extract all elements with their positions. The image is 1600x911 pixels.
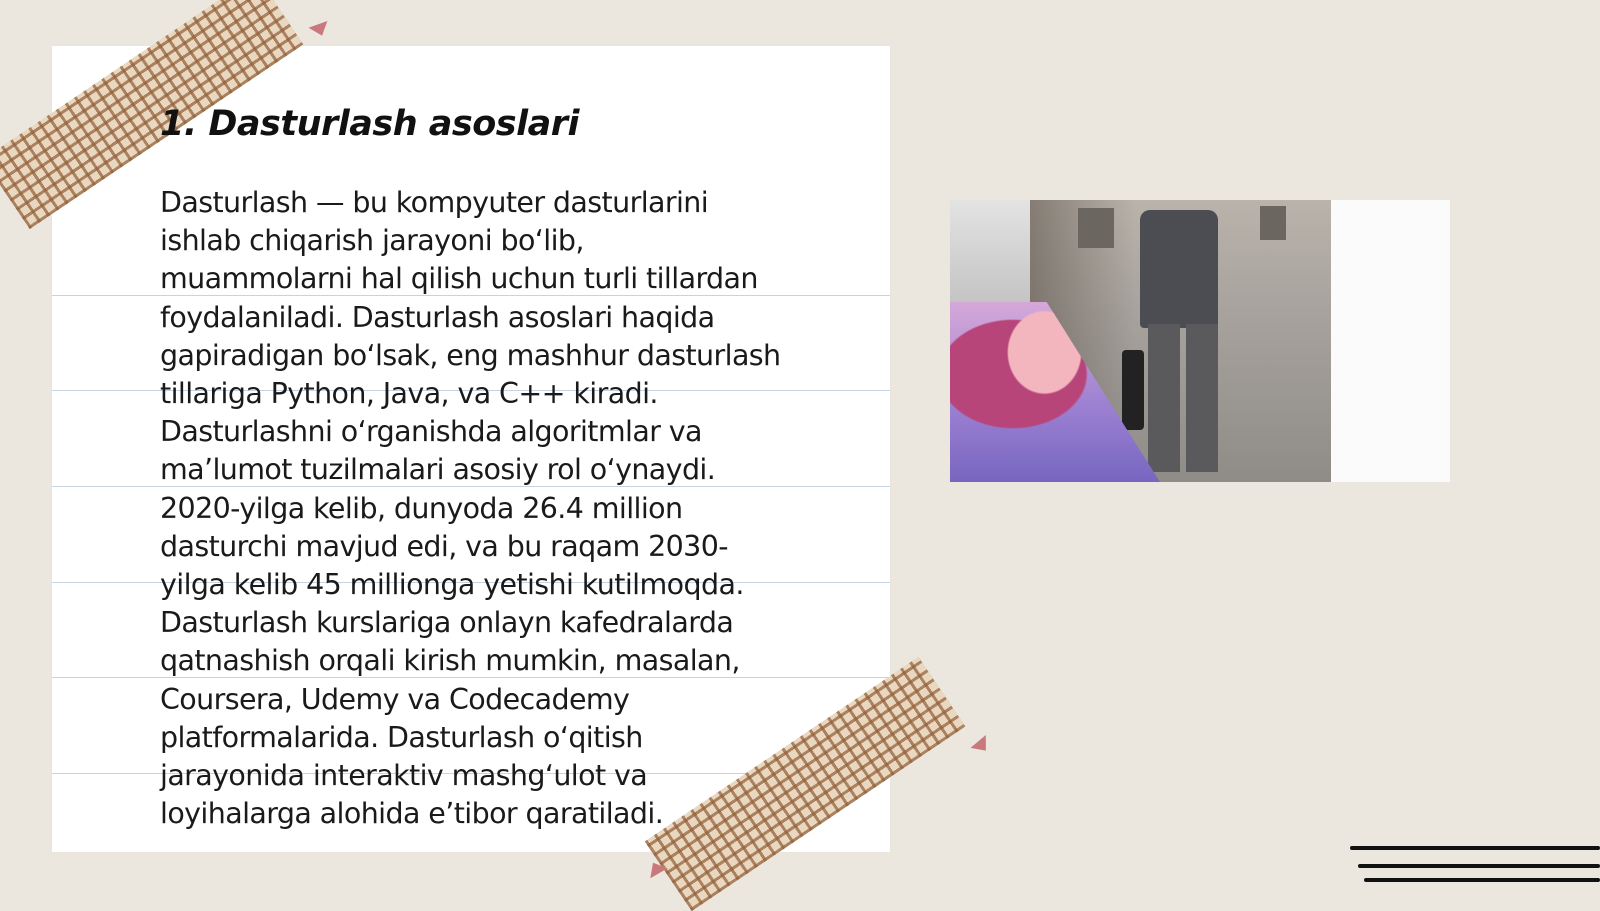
body-line: Coursera, Udemy va Codecademy [160,682,630,716]
body-line: dasturchi mavjud edi, va bu raqam 2030- [160,529,728,563]
building-window [1260,206,1286,240]
building-window [1078,208,1114,248]
brush-stroke [1364,878,1600,882]
body-line: muammolarni hal qilish uchun turli tillardan [160,262,758,296]
body-line: Dasturlashni oʻrganishda algoritmlar va [160,415,702,449]
tape-pin-top [309,21,332,39]
photo-gray-panel [950,200,1030,302]
body-line: foydalaniladi. Dasturlash asoslari haqida [160,300,715,334]
body-line: Dasturlash — bu kompyuter dasturlarini [160,186,709,219]
slide-body-text [160,184,860,833]
body-line: jarayonida interaktiv mashgʻulot va [160,759,648,793]
body-line: maʼlumot tuzilmalari asosiy rol oʻynaydi. [160,453,716,487]
body-line: Dasturlash kurslariga onlayn kafedralarda [160,606,734,640]
body-line: 2020-yilga kelib, dunyoda 26.4 million [160,491,683,525]
body-line: qatnashish orqali kirish mumkin, masalan, [160,644,740,678]
body-line: platformalarida. Dasturlash oʻqitish [160,720,643,754]
man-legs [1148,324,1218,472]
brush-stroke [1358,864,1600,868]
slide-title: 1. Dasturlash asoslari [160,104,579,144]
body-line: ishlab chiqarish jarayoni boʻlib, [160,224,584,258]
body-line: yilga kelib 45 millionga yetishi kutilmoqda. [160,568,744,602]
body-line: gapiradigan boʻlsak, eng mashhur dasturlash [160,338,781,372]
body-line: tillariga Python, Java, va C++ kiradi. [160,377,658,411]
briefcase [1122,350,1144,430]
decorative-brush-strokes [1348,844,1600,888]
man-figure [1140,210,1218,328]
brush-stroke [1350,846,1600,850]
body-line: loyihalarga alohida eʼtibor qaratiladi. [160,797,664,831]
illustration-image [950,200,1450,482]
tape-pin-bottom-right [970,735,993,757]
